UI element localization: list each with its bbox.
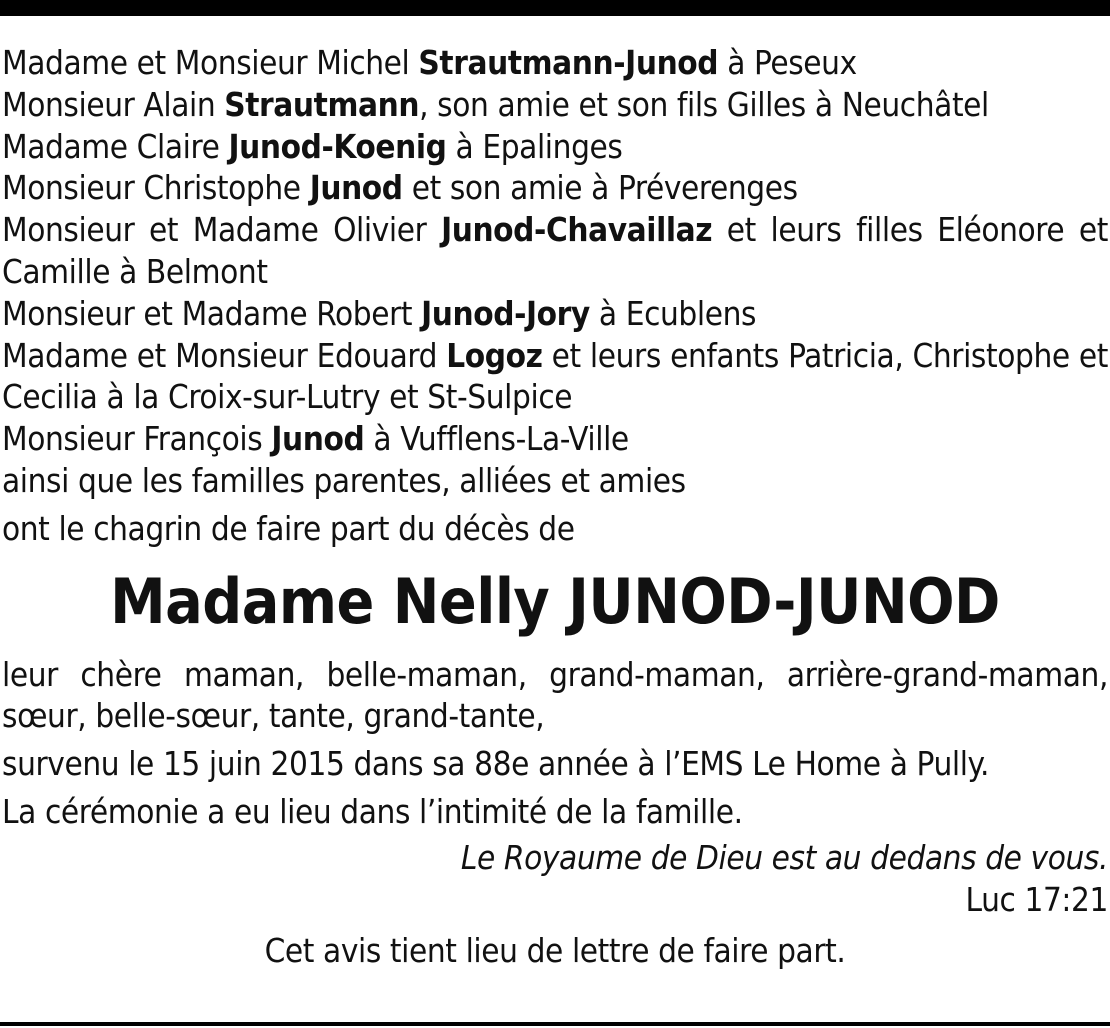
family-line-4: Monsieur Christophe Junod et son amie à Préverenges: [2, 168, 798, 208]
closing-line: Cet avis tient lieu de lettre de faire part.: [264, 931, 846, 971]
bible-quote: Le Royaume de Dieu est au dedans de vous.: [460, 837, 1108, 877]
announcement-line: ont le chagrin de faire part du décès de: [2, 508, 575, 548]
family-line-3: Madame Claire Junod-Koenig à Epalinges: [2, 126, 623, 166]
family-name: Junod: [271, 419, 365, 459]
relatives-line: ainsi que les familles parentes, alliées et amies: [2, 460, 686, 500]
family-line-5: Monsieur et Madame Olivier Junod-Chavaillaz et leurs filles Eléonore et: [2, 210, 1108, 250]
relationship-line-1: leur chère maman, belle-maman, grand-maman, arrière-grand-maman,: [2, 654, 1108, 694]
top-border-rule: [0, 0, 1110, 16]
family-line-2: Monsieur Alain Strautmann, son amie et son fils Gilles à Neuchâtel: [2, 84, 989, 124]
family-name: Logoz: [446, 335, 543, 375]
family-line-6: Monsieur et Madame Robert Junod-Jory à Ecublens: [2, 293, 757, 333]
family-name: Junod-Jory: [421, 293, 590, 333]
deceased-name: Madame Nelly JUNOD-JUNOD: [110, 564, 1000, 638]
family-name: Strautmann-Junod: [418, 43, 719, 82]
family-name: Junod-Chavaillaz: [441, 210, 713, 250]
death-details: survenu le 15 juin 2015 dans sa 88e année à l’EMS Le Home à Pully.: [2, 744, 990, 784]
relationship-line-2: sœur, belle-sœur, tante, grand-tante,: [2, 696, 545, 736]
family-line-7: Madame et Monsieur Edouard Logoz et leurs enfants Patricia, Christophe et: [2, 335, 1108, 375]
family-name: Strautmann: [224, 84, 420, 124]
family-line-8: Monsieur François Junod à Vufflens-La-Ville: [2, 419, 629, 459]
family-name: Junod: [309, 168, 403, 208]
family-name: Junod-Koenig: [228, 126, 447, 166]
family-line-5-continuation: Camille à Belmont: [2, 251, 268, 291]
bible-reference: Luc 17:21: [965, 879, 1108, 919]
ceremony-line: La cérémonie a eu lieu dans l’intimité de la famille.: [2, 791, 743, 831]
death-notice: [2, 42, 1108, 972]
family-line-7-continuation: Cecilia à la Croix-sur-Lutry et St-Sulpice: [2, 377, 573, 417]
family-line-1: Madame et Monsieur Michel Strautmann-Junod à Peseux: [2, 43, 857, 82]
bottom-border-rule: [0, 1022, 1110, 1026]
